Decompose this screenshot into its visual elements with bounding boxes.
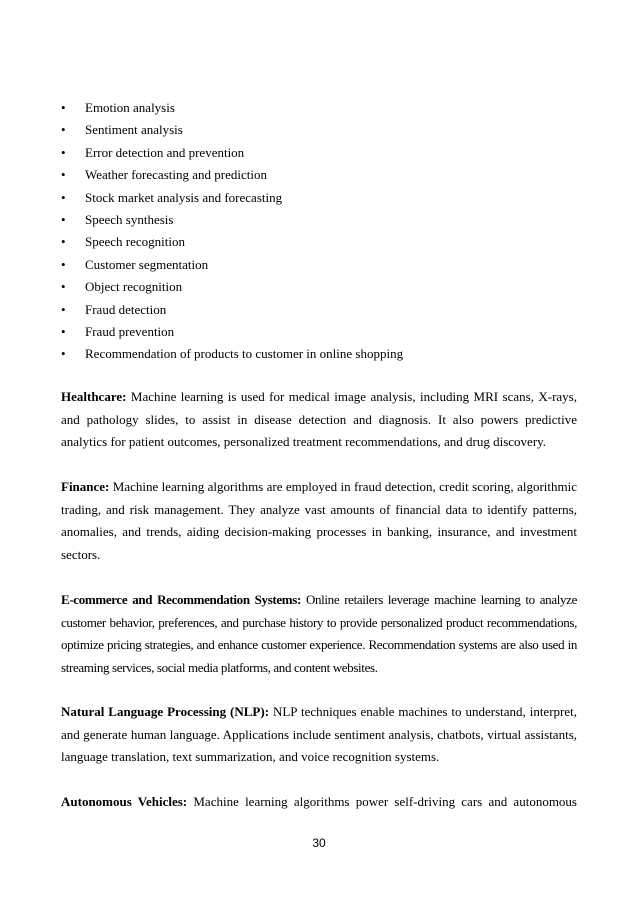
bullet-item [61, 164, 581, 186]
bullet-marker: • [61, 279, 66, 295]
bullet-marker: • [61, 323, 66, 339]
bullet-marker: • [61, 234, 66, 250]
bullet-text: Sentiment analysis [85, 122, 183, 138]
bullet-item [61, 119, 581, 141]
healthcare-paragraph [61, 386, 577, 454]
bullet-marker: • [61, 144, 66, 160]
bullet-text: Emotion analysis [85, 100, 175, 115]
bullet-item [61, 343, 581, 365]
bullet-text: Speech synthesis [85, 211, 174, 227]
bullet-item [61, 209, 581, 231]
bullet-item [61, 142, 581, 164]
bullet-item [61, 231, 581, 253]
section-body: Online retailers leverage machine learning to analyze customer behavior, preferences, and purchase history to provide personalized product recommendations, optimize pricing strategies, and enhance customer experience. Recommendation systems are also used in streaming services, social media platforms, and content websites. [61, 592, 578, 675]
bullet-text: Speech recognition [85, 234, 185, 250]
bullet-marker: • [61, 122, 66, 138]
bullet-marker: • [61, 167, 66, 183]
bullet-text: Fraud prevention [85, 323, 175, 339]
section-heading: Natural Language Processing (NLP): [61, 704, 270, 719]
section-body: NLP techniques enable machines to understand, interpret, and generate human language. Applications include sentiment analysis, chatbots, virtual assistants, language translation, text summarization, and voice recognition systems. [61, 704, 577, 764]
autonomous-vehicles-paragraph [61, 791, 577, 814]
bullet-item [61, 276, 581, 298]
bullet-text: Weather forecasting and prediction [85, 167, 267, 183]
bullet-text: Object recognition [85, 279, 183, 295]
bullet-marker: • [61, 346, 66, 362]
section-body: Machine learning algorithms power self-driving cars and autonomous [187, 794, 577, 809]
nlp-paragraph [61, 701, 577, 769]
ecommerce-paragraph [61, 589, 577, 679]
bullet-item [61, 321, 581, 343]
section-heading: Autonomous Vehicles: [61, 794, 188, 809]
bullet-text: Error detection and prevention [85, 144, 245, 160]
page-number: 30 [312, 836, 326, 850]
section-heading: Healthcare: [61, 389, 127, 404]
bullet-marker: • [61, 256, 66, 272]
bullet-marker: • [61, 211, 66, 227]
bullet-text: Customer segmentation [85, 256, 209, 272]
bullet-item [61, 187, 581, 209]
section-heading: E-commerce and Recommendation Systems: [61, 592, 301, 607]
bullet-item [61, 97, 581, 119]
finance-paragraph [61, 476, 577, 566]
section-body: Machine learning is used for medical image analysis, including MRI scans, X-rays, and pathology slides, to assist in disease detection and diagnosis. It also powers predictive analytics for patient outcomes, personalized treatment recommendations, and drug discovery. [61, 389, 577, 449]
bullet-text: Recommendation of products to customer in online shopping [85, 346, 404, 362]
bullet-marker: • [61, 100, 66, 115]
section-heading: Finance: [61, 479, 110, 494]
application-bullet-list [61, 97, 581, 366]
section-body: Machine learning algorithms are employed in fraud detection, credit scoring, algorithmic trading, and risk management. They analyze vast amounts of financial data to identify patterns, anomalies, and trends, aiding decision-making processes in banking, insurance, and investment sectors. [61, 479, 577, 562]
bullet-text: Stock market analysis and forecasting [85, 189, 283, 205]
bullet-marker: • [61, 301, 66, 317]
bullet-text: Fraud detection [85, 301, 167, 317]
bullet-item [61, 299, 581, 321]
bullet-marker: • [61, 189, 66, 205]
bullet-item [61, 254, 581, 276]
